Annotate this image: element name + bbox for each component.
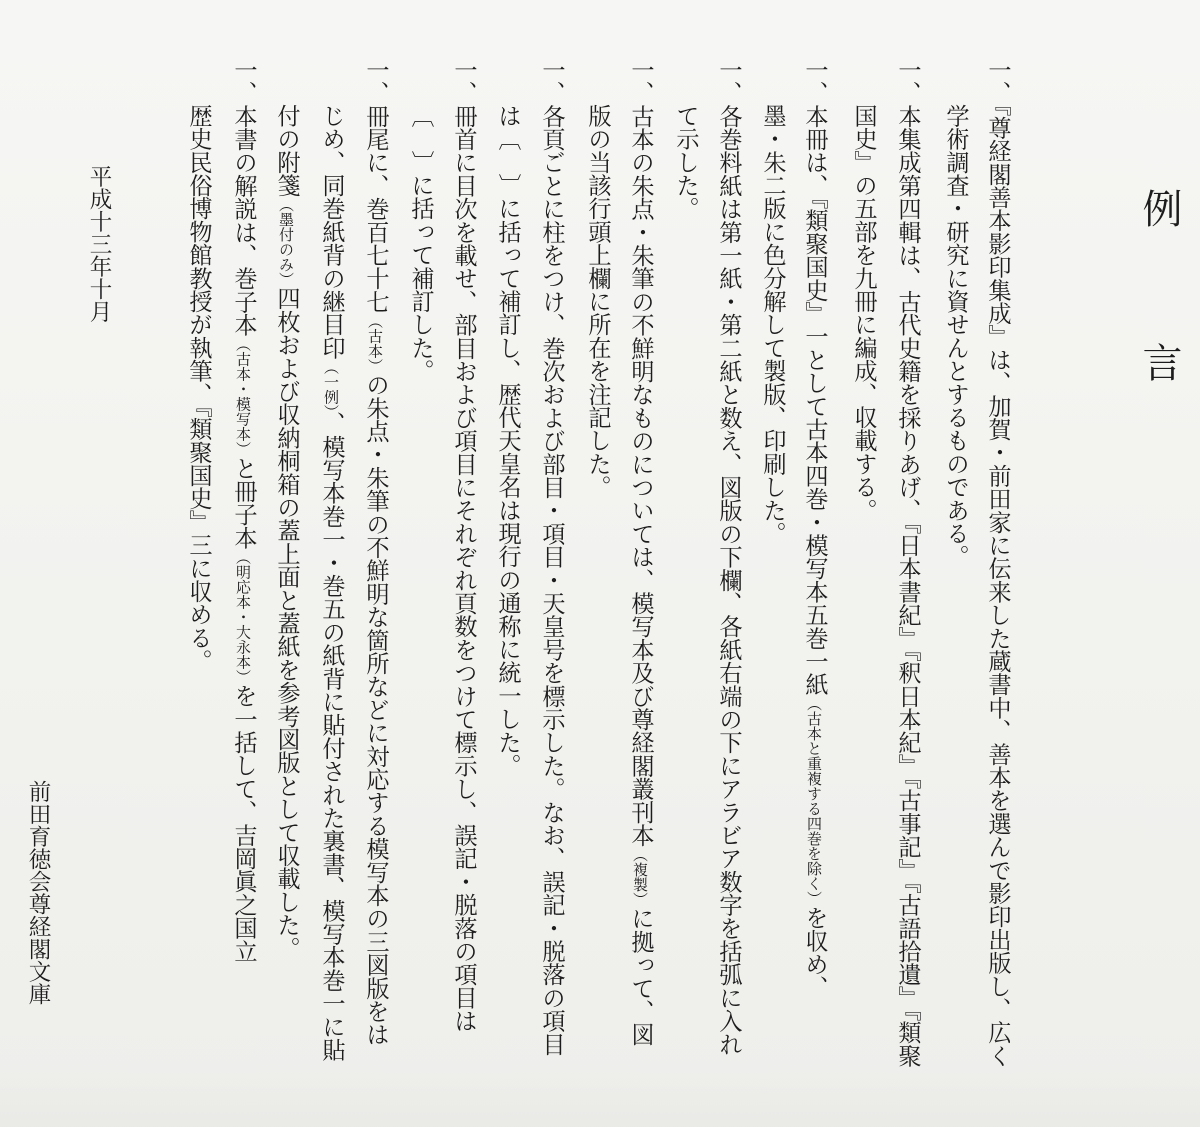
text-column <box>272 104 300 960</box>
title-char-1: 例 <box>1136 188 1182 228</box>
column-text: 一、本冊は、『類聚国史』一として古本四巻・模写本五巻一紙 <box>801 58 828 696</box>
column-text: 学術調査・研究に資せんとするものである。 <box>942 104 969 568</box>
text-column <box>849 104 877 522</box>
annotation-text: （墨付のみ） <box>277 196 295 287</box>
title-char-2: 言 <box>1136 342 1182 382</box>
column-text: 一、本集成第四輯は、古代史籍を採りあげ、『日本書紀』『釈日本紀』『古事記』『古語拾遺』『類聚 <box>894 58 921 1068</box>
column-text: は〔 〕に括って補訂し、歴代天皇名は現行の通称に統一した。 <box>494 104 521 777</box>
column-text: じめ、同巻紙背の継目印 <box>318 104 345 360</box>
text-column <box>361 58 389 1046</box>
column-text: 一、各巻料紙は第一紙・第二紙と数え、図版の下欄、各紙右端の下にアラビア数字を括弧に入れ <box>715 58 742 1056</box>
column-text: 付の附箋 <box>273 104 300 197</box>
text-column <box>583 104 611 498</box>
text-column <box>229 58 257 963</box>
column-text: 歴史民俗博物館教授が執筆、『類聚国史』三に収める。 <box>185 104 212 673</box>
column-text: て示した。 <box>672 104 699 220</box>
annotation-text: （古本） <box>366 313 384 374</box>
column-text: 一、各頁ごとに柱をつけ、巻次および部目・項目・天皇号を標示した。なお、誤記・脱落の項目 <box>538 58 565 1056</box>
column-text: 国史』の五部を九冊に編成、収載する。 <box>850 104 877 522</box>
column-text: に拠って、図 <box>627 906 654 1047</box>
column-text: 一、『尊経閣善本影印集成』は、加賀・前田家に伝来した蔵書中、善本を選んで影印出版し、広く <box>984 58 1011 1068</box>
text-column <box>406 104 434 382</box>
column-text: の朱点・朱筆の不鮮明な箇所などに対応する模写本の三図版をは <box>362 373 389 1047</box>
annotation-text: （古本と重複する四巻を除く） <box>805 696 823 906</box>
annotation-text: （複製） <box>631 846 649 907</box>
column-text: 、模写本巻一・巻五の紙背に貼付された裏書、模写本巻一に貼 <box>318 411 345 1062</box>
column-text: を収め、 <box>801 906 828 999</box>
column-text: 墨・朱二版に色分解して製版、印刷した。 <box>759 104 786 545</box>
column-text: 一、冊尾に、巻百七十七 <box>362 58 389 314</box>
text-column <box>714 58 742 1056</box>
text-column <box>317 104 345 1061</box>
text-column <box>983 58 1011 1067</box>
text-column <box>626 58 654 1046</box>
text-column <box>671 104 699 220</box>
text-column <box>184 104 212 672</box>
column-text: 四枚および収納桐箱の蓋上面と蓋紙を参考図版として収載した。 <box>273 286 300 960</box>
text-column <box>893 58 921 1067</box>
column-text: 一、冊首に目次を載せ、部目および項目にそれぞれ頁数をつけて標示し、誤記・脱落の項目は <box>450 58 477 1033</box>
date: 平成十三年十月 <box>86 165 112 323</box>
column-text: を一括して、吉岡眞之国立 <box>230 684 257 963</box>
column-text: 版の当該行頭上欄に所在を注記した。 <box>584 104 611 499</box>
column-text: 〔 〕に括って補訂した。 <box>407 104 434 383</box>
text-column <box>758 104 786 545</box>
annotation-text: （一例） <box>322 359 340 412</box>
column-text: と冊子本 <box>230 456 257 550</box>
text-column <box>449 58 477 1032</box>
text-column <box>537 58 565 1056</box>
publisher: 前田育徳会尊経閣文庫 <box>25 780 51 1005</box>
text-column <box>800 58 828 999</box>
page-shading <box>0 1067 1200 1127</box>
annotation-text: （古本・模写本） <box>234 336 252 457</box>
column-text: 一、古本の朱点・朱筆の不鮮明なものについては、模写本及び尊経閣叢刊本 <box>627 58 654 847</box>
annotation-text: （明応本・大永本） <box>234 549 252 685</box>
text-column <box>493 104 521 777</box>
text-column <box>941 104 969 568</box>
column-text: 一、本書の解説は、巻子本 <box>230 58 257 337</box>
